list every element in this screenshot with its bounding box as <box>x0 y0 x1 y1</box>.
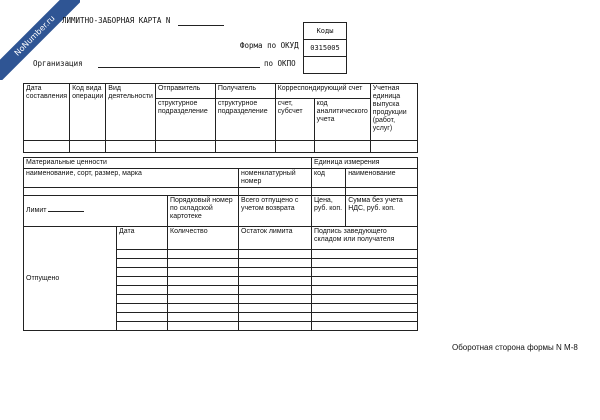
cell[interactable] <box>168 277 239 286</box>
cell[interactable] <box>168 295 239 304</box>
cell[interactable] <box>106 141 156 153</box>
cell[interactable] <box>168 322 239 331</box>
cell[interactable] <box>117 277 168 286</box>
cell[interactable] <box>239 277 312 286</box>
col-sender: Отправитель <box>155 84 215 99</box>
cell[interactable] <box>24 141 70 153</box>
col-sum: Сумма без учета НДС, руб. коп. <box>346 196 418 227</box>
cell[interactable] <box>312 322 418 331</box>
col-account: счет, субсчет <box>275 99 314 141</box>
org-line[interactable] <box>98 67 260 68</box>
col-sender-sub: структурное подразделение <box>155 99 215 141</box>
watermark-ribbon <box>0 0 80 80</box>
footer-note: Оборотная сторона формы N М-8 <box>452 343 578 352</box>
cell[interactable] <box>168 259 239 268</box>
col-price: Цена, руб. коп. <box>312 196 346 227</box>
cell[interactable] <box>168 313 239 322</box>
cell[interactable] <box>312 259 418 268</box>
cell[interactable] <box>215 141 275 153</box>
cell[interactable] <box>117 304 168 313</box>
cell[interactable] <box>117 268 168 277</box>
col-limit-rest: Остаток лимита <box>239 227 312 250</box>
okpo-label: по ОКПО <box>264 59 296 68</box>
col-activity: Вид деятельности <box>106 84 156 141</box>
materials-table <box>23 157 418 331</box>
cell[interactable] <box>168 286 239 295</box>
cell[interactable] <box>239 313 312 322</box>
cell[interactable] <box>24 188 239 196</box>
limit-cell <box>24 196 168 227</box>
cell[interactable] <box>70 141 106 153</box>
cell[interactable] <box>117 259 168 268</box>
col-corr: Корреспондирующий счет <box>275 84 370 99</box>
cell[interactable] <box>168 304 239 313</box>
col-card-no: Порядковый номер по складской картотеке <box>168 196 239 227</box>
cell[interactable] <box>370 141 417 153</box>
cell[interactable] <box>312 268 418 277</box>
col-unit-measure: Единица измерения <box>312 158 418 169</box>
cell[interactable] <box>117 250 168 259</box>
cell[interactable] <box>312 277 418 286</box>
limit-label: Лимит <box>26 207 47 214</box>
cell[interactable] <box>117 322 168 331</box>
header-table <box>23 83 418 153</box>
col-name: наименование, сорт, размер, марка <box>24 169 239 188</box>
cell[interactable] <box>168 268 239 277</box>
col-item-no: номенклатурный номер <box>239 169 312 188</box>
col-receiver-sub: структурное подразделение <box>215 99 275 141</box>
cell[interactable] <box>239 250 312 259</box>
watermark-text: NoNumber.ru <box>0 0 80 80</box>
codes-box <box>303 22 347 74</box>
cell[interactable] <box>239 304 312 313</box>
okud-label: Форма по ОКУД <box>240 41 299 50</box>
cell[interactable] <box>168 250 239 259</box>
cell[interactable] <box>312 250 418 259</box>
okud-code: 0315005 <box>304 40 347 57</box>
cell[interactable] <box>346 188 418 196</box>
col-analytic: код аналитического учета <box>314 99 370 141</box>
col-code: код <box>312 169 346 188</box>
codes-label: Коды <box>304 23 347 40</box>
col-qty: Количество <box>168 227 239 250</box>
cell[interactable] <box>275 141 314 153</box>
cell[interactable] <box>312 295 418 304</box>
limit-line[interactable] <box>48 211 84 212</box>
form-title: ЛИМИТНО-ЗАБОРНАЯ КАРТА N <box>62 16 171 25</box>
cell[interactable] <box>314 141 370 153</box>
col-date: Дата составления <box>24 84 70 141</box>
col-receiver: Получатель <box>215 84 275 99</box>
cell[interactable] <box>239 259 312 268</box>
cell[interactable] <box>117 286 168 295</box>
okpo-code[interactable] <box>304 57 347 74</box>
cell[interactable] <box>239 286 312 295</box>
col-unit-name: наименование <box>346 169 418 188</box>
card-number-line[interactable] <box>178 25 224 26</box>
cell[interactable] <box>312 286 418 295</box>
org-label: Организация <box>33 59 83 68</box>
cell[interactable] <box>155 141 215 153</box>
cell[interactable] <box>239 188 312 196</box>
col-date2: Дата <box>117 227 168 250</box>
cell[interactable] <box>239 322 312 331</box>
cell[interactable] <box>117 295 168 304</box>
col-materials: Материальные ценности <box>24 158 312 169</box>
cell[interactable] <box>312 188 346 196</box>
cell[interactable] <box>312 313 418 322</box>
col-op-code: Код вида операции <box>70 84 106 141</box>
col-total-released: Всего отпущено с учетом возврата <box>239 196 312 227</box>
cell[interactable] <box>117 313 168 322</box>
col-unit: Учетная единица выпуска продукции (работ, услуг) <box>370 84 417 141</box>
released-label: Отпущено <box>24 227 117 331</box>
cell[interactable] <box>239 295 312 304</box>
cell[interactable] <box>312 304 418 313</box>
col-signature: Подпись заведующего складом или получателя <box>312 227 418 250</box>
cell[interactable] <box>239 268 312 277</box>
